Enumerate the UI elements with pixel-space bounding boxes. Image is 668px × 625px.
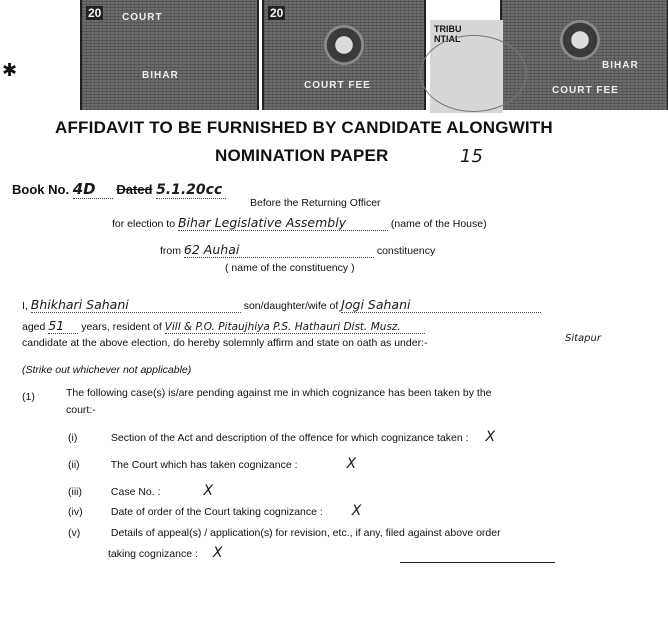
item-mark: X bbox=[485, 429, 496, 445]
item-text: Date of order of the Court taking cognizance : bbox=[110, 506, 323, 518]
court-fee-stamp-2 bbox=[262, 0, 426, 110]
returning-officer-line: Before the Returning Officer bbox=[250, 197, 381, 209]
item-numeral: (iii) bbox=[68, 486, 82, 498]
stamp-label: BIHAR bbox=[602, 60, 639, 71]
court-fee-stamp-1 bbox=[80, 0, 259, 110]
dated-label: Dated bbox=[116, 182, 153, 197]
list-item bbox=[68, 456, 356, 472]
book-date: 5.1.20cc bbox=[156, 182, 226, 199]
book-number: 4D bbox=[73, 180, 113, 199]
list-item-continuation bbox=[108, 545, 222, 561]
item-text: The Court which has taken cognizance : bbox=[110, 459, 298, 471]
list-item bbox=[68, 527, 501, 539]
declaration-row-2 bbox=[22, 318, 425, 334]
address-extra: Sitapur bbox=[565, 333, 601, 344]
stamp-label: COURT bbox=[122, 12, 163, 23]
section-number: (1) bbox=[22, 391, 35, 403]
page-mark: 15 bbox=[460, 146, 483, 167]
list-item bbox=[68, 429, 495, 445]
section-text-line-2: court:- bbox=[66, 404, 96, 416]
signature-line bbox=[400, 562, 555, 563]
constituency-name: 62 Auhai bbox=[184, 242, 374, 258]
relation-label: son/daughter/wife of bbox=[243, 300, 339, 312]
item-text: Section of the Act and description of the offence for which cognizance taken : bbox=[110, 432, 469, 444]
stamp-side-text: NTIAL bbox=[434, 34, 461, 44]
ashoka-emblem-icon bbox=[560, 20, 600, 60]
margin-asterisk-icon: ✱ bbox=[2, 60, 18, 80]
ashoka-emblem-icon bbox=[324, 25, 364, 65]
title-line-2: NOMINATION PAPER bbox=[215, 146, 389, 165]
stamp-value: 20 bbox=[88, 6, 102, 20]
constituency-label: constituency bbox=[376, 245, 436, 257]
book-label: Book No. bbox=[12, 182, 70, 197]
item-text: Case No. : bbox=[110, 486, 161, 498]
house-name: Bihar Legislative Assembly bbox=[178, 215, 388, 231]
father-name: Jogi Sahani bbox=[341, 297, 541, 313]
item-numeral: (iv) bbox=[68, 506, 83, 518]
book-number-row bbox=[12, 180, 226, 199]
constituency-row bbox=[160, 242, 435, 258]
item-mark: X bbox=[203, 483, 214, 499]
stamp-label: COURT FEE bbox=[304, 80, 371, 91]
house-note: (name of the House) bbox=[390, 218, 487, 230]
election-row bbox=[112, 215, 487, 231]
item-text: Details of appeal(s) / application(s) for revision, etc., if any, filed against above order bbox=[110, 527, 501, 539]
item-numeral: (ii) bbox=[68, 459, 80, 471]
constituency-note: ( name of the constituency ) bbox=[225, 262, 355, 274]
item-mark: X bbox=[346, 456, 357, 472]
stamp-side-text: TRIBU bbox=[434, 24, 462, 34]
item-mark: X bbox=[212, 545, 223, 561]
aged-label: aged bbox=[22, 321, 46, 333]
candidate-name: Bhikhari Sahani bbox=[31, 297, 241, 313]
candidate-address: Vill & P.O. Pitaujhiya P.S. Hathauri Dist. Musz. bbox=[165, 321, 425, 334]
title-line-1: AFFIDAVIT TO BE FURNISHED BY CANDIDATE ALONGWITH bbox=[55, 118, 553, 137]
court-fee-stamp-3 bbox=[500, 0, 668, 110]
item-mark: X bbox=[351, 503, 362, 519]
stamp-value: 20 bbox=[270, 6, 284, 20]
election-label: for election to bbox=[112, 218, 176, 230]
resident-label: years, resident of bbox=[81, 321, 162, 333]
i-label: I, bbox=[22, 300, 28, 312]
item-text-2: taking cognizance : bbox=[108, 548, 198, 560]
declaration-row-3: candidate at the above election, do hereby solemnly affirm and state on oath as under:- bbox=[22, 337, 428, 349]
official-seal bbox=[420, 35, 527, 112]
stamp-label: COURT FEE bbox=[552, 85, 619, 96]
strike-note: (Strike out whichever not applicable) bbox=[22, 364, 192, 376]
item-numeral: (i) bbox=[68, 432, 78, 444]
item-numeral: (v) bbox=[68, 527, 81, 539]
list-item bbox=[68, 483, 213, 499]
declaration-row-1 bbox=[22, 297, 541, 313]
from-label: from bbox=[160, 245, 181, 257]
stamp-label: BIHAR bbox=[142, 70, 179, 81]
list-item bbox=[68, 503, 361, 519]
section-text-line-1: The following case(s) is/are pending against me in which cognizance has been taken by the bbox=[66, 387, 492, 399]
candidate-age: 51 bbox=[48, 318, 78, 334]
